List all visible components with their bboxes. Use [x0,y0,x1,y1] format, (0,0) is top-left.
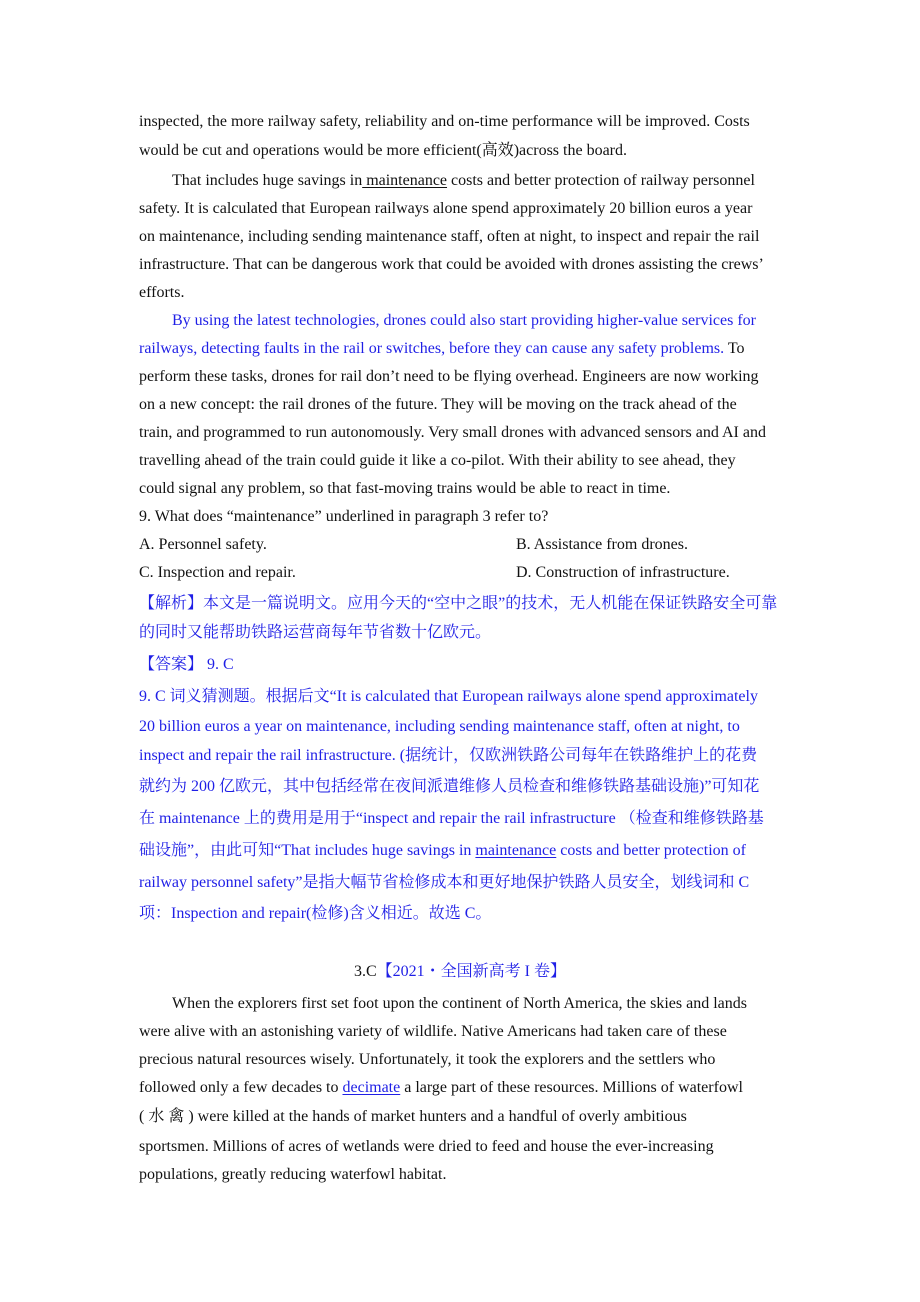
text-line [139,1050,715,1070]
text-segment: on maintenance, including sending maintenance staff, often at night, to inspect and repair the rail [139,228,760,245]
text-segment: inspected, the more railway safety, reliability and on-time performance will be improved. Costs [139,113,750,130]
text-segment: safety. It is calculated that European railways alone spend approximately 20 billion euros a year [139,200,753,217]
text-line [139,1107,687,1127]
text-line [139,1022,727,1042]
text-segment: railways, detecting faults in the rail or switches, before they can cause any safety problems. [139,340,725,357]
text-segment: costs and better protection of [556,842,746,859]
text-segment: That includes huge savings in [172,172,363,189]
text-line [0,962,920,982]
text-segment: 就约为 200 亿欧元，其中包括经常在夜间派遣维修人员检查和维修铁路基础设施)”可知花 [139,778,760,795]
text-segment: train, and programmed to run autonomously. Very small drones with advanced sensors and AI and [139,424,766,441]
text-line [139,1078,743,1098]
text-segment: on a new concept: the rail drones of the future. They will be moving on the track ahead of the [139,396,737,413]
text-segment: ( 水 禽 ) were killed at the hands of market hunters and a handful of overly ambitious [139,1108,687,1125]
text-segment: 3.C [353,963,377,980]
text-segment: inspect and repair the rail infrastructure. (据统计，仅欧洲铁路公司每年在铁路维护上的花费 [139,747,758,764]
underlined-word: decimate [342,1079,401,1096]
text-line [139,395,737,415]
text-segment: 的同时又能帮助铁路运营商每年节省数十亿欧元。 [139,624,492,641]
text-line [139,1165,446,1185]
text-segment: costs and better protection of railway personnel [447,172,755,189]
text-line [139,594,777,614]
text-line [139,339,745,359]
text-line [139,841,746,861]
text-segment: By using the latest technologies, drones could also start providing higher-value services for [172,312,756,329]
text-segment: 项：Inspection and repair(检修)含义相近。故选 C。 [139,905,492,922]
text-segment: 【答案】 9. C [139,656,234,673]
text-segment: travelling ahead of the train could guide it like a co-pilot. With their ability to see ahead, they [139,452,736,469]
text-segment: 【2021・全国新高考 I 卷】 [376,963,566,980]
text-line [139,746,757,766]
text-segment: perform these tasks, drones for rail don’t need to be flying overhead. Engineers are now working [139,368,759,385]
text-line [139,112,750,132]
text-line [139,535,267,555]
text-line [139,623,491,643]
text-line [172,311,756,331]
underlined-word: maintenance [362,172,448,189]
text-line [139,1137,714,1157]
text-segment: 础设施”，由此可知“That includes huge savings in [139,842,476,859]
text-line [139,809,764,829]
text-segment: C. Inspection and repair. [139,564,296,581]
text-segment: were alive with an astonishing variety of wildlife. Native Americans had taken care of these [139,1023,727,1040]
text-line [139,255,764,275]
text-segment: 在 maintenance 上的费用是用于“inspect and repair the rail infrastructure （检查和维修铁路基 [139,810,764,827]
text-line [172,171,755,191]
option-text: D. Construction of infrastructure. [516,564,730,581]
text-segment: When the explorers first set foot upon the continent of North America, the skies and lands [172,995,747,1012]
text-segment: efforts. [139,284,185,301]
text-line [139,199,752,219]
text-line [139,227,759,247]
text-line [139,423,766,443]
text-line [139,283,184,303]
text-segment: followed only a few decades to [139,1079,343,1096]
text-segment: infrastructure. That can be dangerous work that could be avoided with drones assisting the crews’ [139,256,764,273]
text-line [139,367,759,387]
text-line [139,563,296,583]
text-segment: 20 billion euros a year on maintenance, including sending maintenance staff, often at night, to [139,718,740,735]
text-line [139,873,749,893]
text-segment: a large part of these resources. Millions of waterfowl [400,1079,743,1096]
text-line [139,717,740,737]
text-segment: To [724,340,745,357]
text-line [139,904,491,924]
text-segment: could signal any problem, so that fast-moving trains would be able to react in time. [139,480,671,497]
text-segment: railway personnel safety”是指大幅节省检修成本和更好地保护铁路人员安全，划线词和 C [139,874,750,891]
text-line [139,507,548,527]
text-segment: precious natural resources wisely. Unfortunately, it took the explorers and the settlers who [139,1051,716,1068]
text-segment: sportsmen. Millions of acres of wetlands were dried to feed and house the ever-increasing [139,1138,714,1155]
text-line [139,479,670,499]
text-line [139,141,627,161]
option-text: B. Assistance from drones. [516,536,688,553]
text-segment: 【解析】本文是一篇说明文。应用今天的“空中之眼”的技术，无人机能在保证铁路安全可靠 [139,595,778,612]
underlined-word: maintenance [475,842,557,859]
text-segment: populations, greatly reducing waterfowl habitat. [139,1166,447,1183]
text-line [139,777,759,797]
text-line [139,451,736,471]
text-line [172,994,747,1014]
text-line [139,687,758,707]
text-segment: A. Personnel safety. [139,536,267,553]
text-segment: 9. What does “maintenance” underlined in paragraph 3 refer to? [139,508,549,525]
text-segment: would be cut and operations would be more efficient(高效)across the board. [139,142,628,159]
text-segment: 9. C 词义猜测题。根据后文“It is calculated that European railways alone spend approximately [139,688,758,705]
text-line [139,655,234,675]
